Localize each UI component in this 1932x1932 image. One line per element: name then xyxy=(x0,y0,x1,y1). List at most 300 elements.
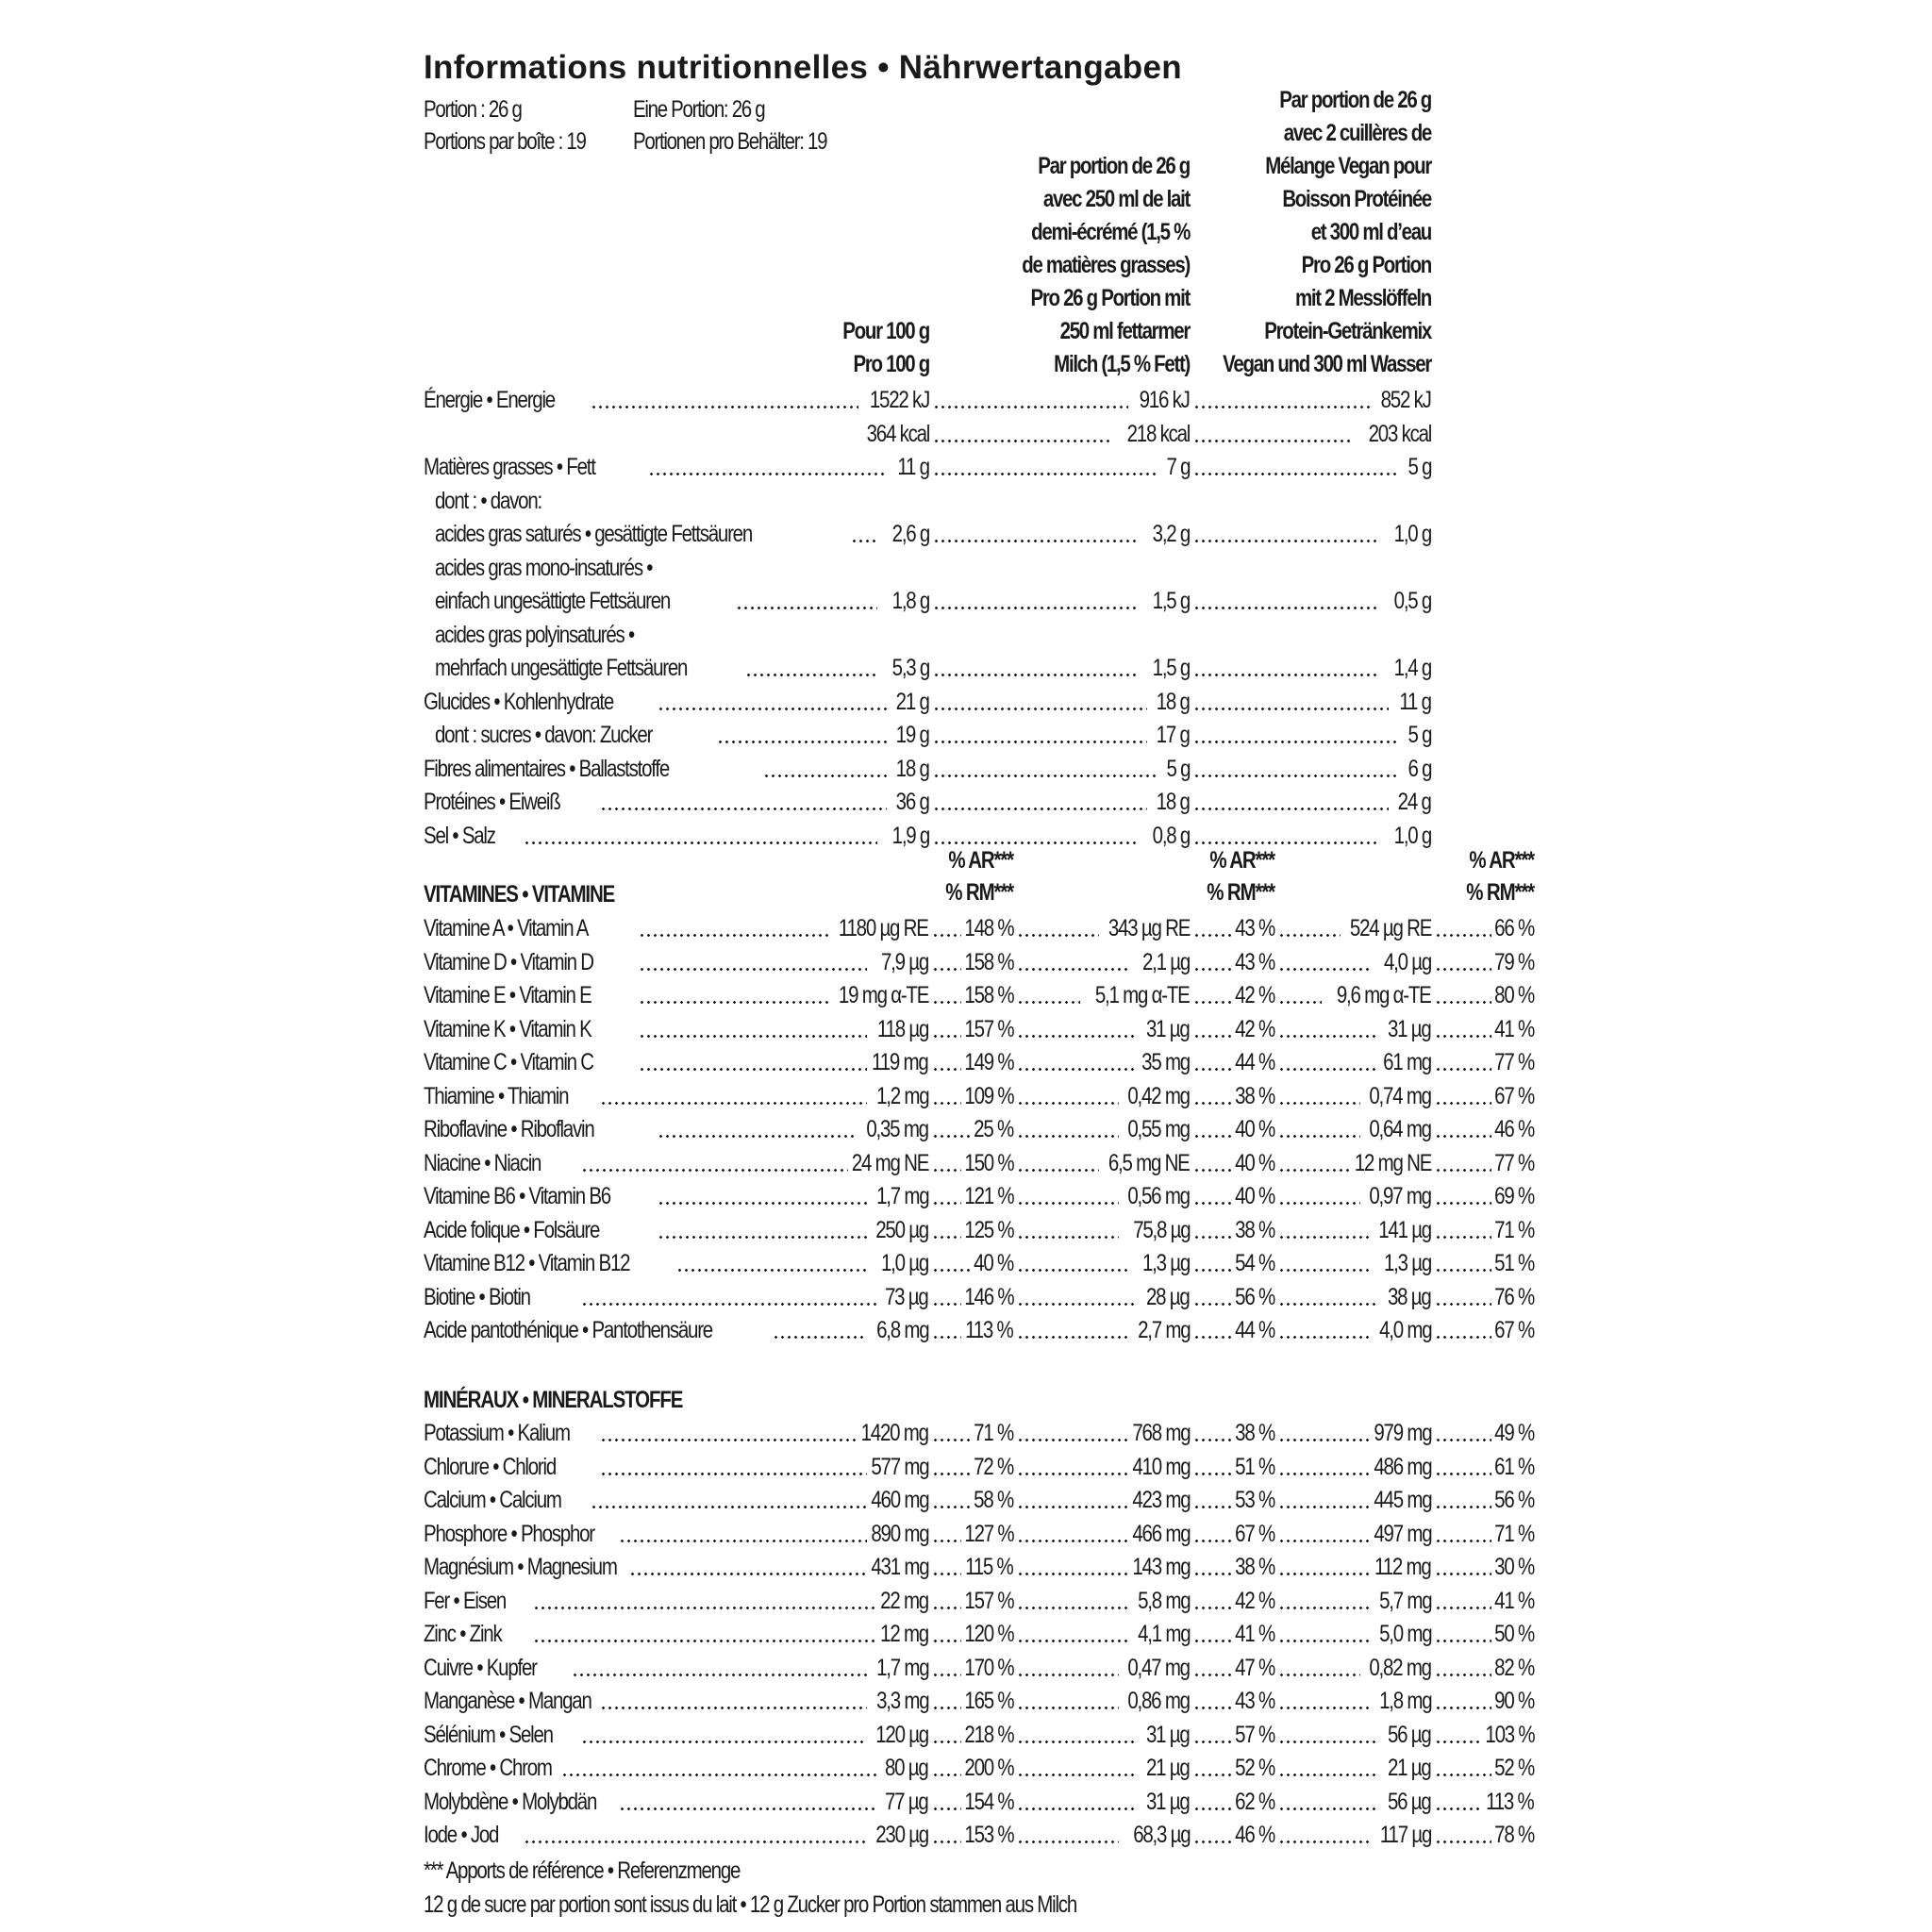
mineral-row xyxy=(424,1450,1537,1484)
vitamin-row-label: Acide folique • Folsäure xyxy=(424,1216,600,1243)
dot-leader xyxy=(1017,1607,1128,1609)
amount-milk-serving: 1,3 µg xyxy=(1141,1250,1190,1276)
dot-leader xyxy=(1278,1303,1379,1306)
amount-milk-serving: 0,42 mg xyxy=(1127,1082,1190,1109)
pct-milk-serving: 42 % xyxy=(1235,1015,1274,1042)
dot-leader xyxy=(1193,1269,1232,1272)
amount-per-100g: 118 µg xyxy=(876,1015,928,1042)
dot-leader xyxy=(1278,1001,1322,1004)
nutrient-row xyxy=(424,450,1537,484)
dot-leader xyxy=(1017,1840,1119,1843)
value-per-100g: 1522 kJ xyxy=(869,387,929,413)
dot-leader xyxy=(1435,1740,1482,1743)
dot-leader xyxy=(1435,1640,1491,1642)
amount-per-100g: 22 mg xyxy=(880,1587,928,1614)
amount-water-serving: 4,0 µg xyxy=(1383,948,1431,975)
dot-leader xyxy=(1017,1135,1119,1138)
pct-per-100g: 58 % xyxy=(974,1487,1013,1513)
value-milk-serving: 218 kcal xyxy=(1126,420,1190,447)
amount-milk-serving: 35 mg xyxy=(1141,1049,1190,1075)
dot-leader xyxy=(1435,1540,1491,1542)
dot-leader xyxy=(1278,1774,1379,1776)
nutrient-row xyxy=(424,785,1537,819)
dot-leader xyxy=(581,1303,876,1306)
dot-leader xyxy=(1193,1202,1232,1205)
amount-water-serving: 21 µg xyxy=(1388,1755,1431,1781)
amount-per-100g: 80 µg xyxy=(885,1755,928,1781)
dot-leader xyxy=(581,1740,867,1743)
dot-leader xyxy=(1278,1236,1370,1239)
pct-header-milk-line: % RM*** xyxy=(1207,879,1274,906)
dot-leader xyxy=(1278,1540,1370,1542)
dot-leader xyxy=(932,1774,961,1776)
nutrient-row xyxy=(424,618,1537,652)
amount-per-100g: 1180 µg RE xyxy=(839,915,928,941)
value-per-100g: 18 g xyxy=(896,755,929,782)
dot-leader xyxy=(1017,1640,1128,1642)
amount-water-serving: 4,0 mg xyxy=(1378,1317,1431,1343)
value-milk-serving: 3,2 g xyxy=(1152,521,1190,547)
value-milk-serving: 17 g xyxy=(1157,722,1190,748)
dot-leader xyxy=(1193,1540,1232,1542)
amount-water-serving: 9,6 mg α-TE xyxy=(1337,982,1431,1008)
amount-milk-serving: 466 mg xyxy=(1131,1520,1190,1547)
pct-water-serving: 67 % xyxy=(1494,1082,1534,1109)
vitamin-row xyxy=(424,1280,1537,1314)
amount-per-100g: 73 µg xyxy=(885,1283,928,1310)
pct-water-serving: 51 % xyxy=(1494,1250,1534,1276)
dot-leader xyxy=(1435,1202,1491,1205)
dot-leader xyxy=(1193,1640,1232,1642)
amount-milk-serving: 4,1 mg xyxy=(1137,1621,1190,1647)
dot-leader xyxy=(658,708,887,710)
amount-water-serving: 56 µg xyxy=(1388,1788,1431,1815)
dot-leader xyxy=(1193,1303,1232,1306)
amount-water-serving: 112 mg xyxy=(1374,1554,1431,1580)
dot-leader xyxy=(932,1807,961,1810)
amount-water-serving: 141 µg xyxy=(1378,1216,1431,1243)
pct-milk-serving: 40 % xyxy=(1235,1183,1274,1209)
amount-per-100g: 3,3 mg xyxy=(875,1688,928,1714)
amount-milk-serving: 31 µg xyxy=(1146,1788,1190,1815)
amount-per-100g: 1420 mg xyxy=(860,1420,928,1446)
portions-per-box-fr: Portions par boîte : 19 xyxy=(424,128,586,155)
pct-water-serving: 50 % xyxy=(1494,1621,1534,1647)
pct-header-water-line: % RM*** xyxy=(1466,879,1534,906)
value-water-serving: 5 g xyxy=(1407,722,1431,748)
nutrient-row xyxy=(424,685,1537,719)
amount-water-serving: 61 mg xyxy=(1383,1049,1431,1075)
dot-leader xyxy=(1193,1135,1232,1138)
pct-milk-serving: 38 % xyxy=(1235,1554,1274,1580)
dot-leader xyxy=(1017,1439,1128,1441)
amount-milk-serving: 21 µg xyxy=(1146,1755,1190,1781)
dot-leader xyxy=(1017,1102,1119,1105)
dot-leader xyxy=(1193,1674,1232,1676)
dot-leader xyxy=(639,968,867,971)
dot-leader xyxy=(1278,1202,1360,1205)
dot-leader xyxy=(932,1202,961,1205)
vitamin-row-label: Acide pantothénique • Pantothensäure xyxy=(424,1317,712,1343)
dot-leader xyxy=(1278,968,1370,971)
nutrient-row xyxy=(424,651,1537,685)
dot-leader xyxy=(1278,1640,1370,1642)
mineral-row xyxy=(424,1818,1537,1852)
amount-milk-serving: 5,1 mg α-TE xyxy=(1095,982,1190,1008)
mineral-row-label: Calcium • Calcium xyxy=(424,1487,561,1513)
dot-leader xyxy=(1017,1068,1138,1071)
amount-per-100g: 6,8 mg xyxy=(875,1317,928,1343)
dot-leader xyxy=(1017,1236,1119,1239)
value-water-serving: 6 g xyxy=(1407,755,1431,782)
value-per-100g: 1,8 g xyxy=(891,588,929,614)
column-header-water-serving-line: avec 2 cuillères de xyxy=(1283,120,1431,146)
nutrient-label: mehrfach ungesättigte Fettsäuren xyxy=(435,655,688,681)
pct-milk-serving: 44 % xyxy=(1235,1317,1274,1343)
mineral-row-label: Phosphore • Phosphor xyxy=(424,1520,594,1547)
dot-leader xyxy=(736,607,877,609)
mineral-row xyxy=(424,1416,1537,1450)
dot-leader xyxy=(1017,1707,1119,1709)
dot-leader xyxy=(1017,1674,1119,1676)
pct-header-water xyxy=(1379,844,1534,908)
dot-leader xyxy=(619,1540,867,1542)
pct-per-100g: 157 % xyxy=(964,1015,1013,1042)
vitamin-row xyxy=(424,1146,1537,1180)
pct-per-100g: 115 % xyxy=(965,1554,1013,1580)
amount-water-serving: 31 µg xyxy=(1388,1015,1431,1042)
amount-milk-serving: 6,5 mg NE xyxy=(1108,1149,1190,1176)
dot-leader xyxy=(629,1573,867,1575)
pct-header-per-100g xyxy=(858,844,1013,908)
dot-leader xyxy=(1278,1336,1370,1339)
dot-leader xyxy=(1017,968,1128,971)
amount-milk-serving: 2,1 µg xyxy=(1141,948,1190,975)
dot-leader xyxy=(1278,934,1341,937)
value-water-serving: 24 g xyxy=(1398,789,1431,815)
column-header-water-serving-line: et 300 ml d’eau xyxy=(1310,219,1431,245)
amount-milk-serving: 31 µg xyxy=(1146,1015,1190,1042)
vitamin-row xyxy=(424,1112,1537,1146)
amount-per-100g: 0,35 mg xyxy=(866,1116,928,1142)
dot-leader xyxy=(1017,1169,1099,1172)
value-per-100g: 364 kcal xyxy=(866,420,929,447)
dot-leader xyxy=(600,1102,867,1105)
portion-size-fr: Portion : 26 g xyxy=(424,96,522,123)
pct-milk-serving: 67 % xyxy=(1235,1520,1274,1547)
column-header-milk-serving-line: de matières grasses) xyxy=(1022,252,1190,278)
dot-leader xyxy=(1193,741,1398,743)
dot-leader xyxy=(1435,1573,1491,1575)
value-water-serving: 11 g xyxy=(1399,688,1431,715)
footnote: 12 g de sucre par portion sont issus du lait • 12 g Zucker pro Portion stammen aus Milch xyxy=(424,1891,1077,1918)
dot-leader xyxy=(1017,1473,1128,1475)
column-header-water-serving-line: Par portion de 26 g xyxy=(1279,87,1431,113)
dot-leader xyxy=(676,1269,867,1272)
pct-per-100g: 127 % xyxy=(964,1520,1013,1547)
mineral-row-label: Chlorure • Chlorid xyxy=(424,1453,556,1480)
amount-milk-serving: 2,7 mg xyxy=(1137,1317,1190,1343)
pct-milk-serving: 56 % xyxy=(1235,1283,1274,1310)
amount-milk-serving: 0,55 mg xyxy=(1127,1116,1190,1142)
dot-leader xyxy=(1435,1102,1491,1105)
dot-leader xyxy=(1435,968,1491,971)
dot-leader xyxy=(932,1506,971,1508)
pct-water-serving: 77 % xyxy=(1494,1149,1534,1176)
dot-leader xyxy=(932,1303,961,1306)
dot-leader xyxy=(533,1607,876,1609)
dot-leader xyxy=(933,607,1138,609)
column-header-water-serving-line: Protein-Getränkemix xyxy=(1264,318,1431,344)
dot-leader xyxy=(933,808,1147,810)
dot-leader xyxy=(1193,774,1398,777)
dot-leader xyxy=(763,774,887,777)
pct-milk-serving: 53 % xyxy=(1235,1487,1274,1513)
dot-leader xyxy=(1193,1001,1232,1004)
footnote: *** Apports de référence • Referenzmenge xyxy=(424,1857,741,1884)
dot-leader xyxy=(1435,1607,1491,1609)
dot-leader xyxy=(639,1035,867,1038)
amount-per-100g: 1,7 mg xyxy=(875,1654,928,1681)
vitamin-row-label: Niacine • Niacin xyxy=(424,1149,541,1176)
mineral-row-label: Sélénium • Selen xyxy=(424,1721,553,1748)
pct-water-serving: 56 % xyxy=(1494,1487,1534,1513)
dot-leader xyxy=(648,473,887,475)
dot-leader xyxy=(1435,1135,1491,1138)
pct-milk-serving: 62 % xyxy=(1235,1788,1274,1815)
amount-water-serving: 0,82 mg xyxy=(1369,1654,1431,1681)
mineral-row xyxy=(424,1684,1537,1718)
amount-milk-serving: 143 mg xyxy=(1131,1554,1190,1580)
dot-leader xyxy=(1435,1707,1491,1709)
nutrient-row xyxy=(424,484,1537,518)
amount-water-serving: 117 µg xyxy=(1379,1822,1431,1848)
dot-leader xyxy=(933,674,1138,676)
dot-leader xyxy=(1278,1674,1360,1676)
dot-leader xyxy=(745,674,877,676)
dot-leader xyxy=(1435,1035,1491,1038)
value-milk-serving: 7 g xyxy=(1166,454,1190,480)
amount-per-100g: 431 mg xyxy=(870,1554,928,1580)
column-header-water-serving-line: Vegan und 300 ml Wasser xyxy=(1223,351,1431,377)
dot-leader xyxy=(1193,1236,1232,1239)
dot-leader xyxy=(1193,1169,1232,1172)
nutrient-label: Énergie • Energie xyxy=(424,387,555,413)
pct-water-serving: 103 % xyxy=(1485,1721,1534,1748)
dot-leader xyxy=(658,1236,867,1239)
value-water-serving: 0,5 g xyxy=(1393,588,1431,614)
column-header-milk-serving-line: 250 ml fettarmer xyxy=(1059,318,1190,344)
pct-milk-serving: 38 % xyxy=(1235,1420,1274,1446)
label-title: Informations nutritionnelles • Nährwertangaben xyxy=(424,49,1182,86)
mineral-row-label: Cuivre • Kupfer xyxy=(424,1654,537,1681)
vitamin-row-label: Vitamine E • Vitamin E xyxy=(424,982,591,1008)
portions-per-box-de: Portionen pro Behälter: 19 xyxy=(633,128,827,155)
value-water-serving: 852 kJ xyxy=(1380,387,1431,413)
value-per-100g: 21 g xyxy=(896,688,929,715)
vitamin-row xyxy=(424,1012,1537,1046)
amount-water-serving: 5,7 mg xyxy=(1378,1587,1431,1614)
mineral-row-label: Iode • Jod xyxy=(424,1822,499,1848)
dot-leader xyxy=(1193,708,1389,710)
pct-water-serving: 41 % xyxy=(1494,1015,1534,1042)
dot-leader xyxy=(1278,1840,1370,1843)
nutrient-label: acides gras saturés • gesättigte Fettsäuren xyxy=(435,521,753,547)
mineral-row xyxy=(424,1751,1537,1785)
dot-leader xyxy=(1278,1439,1370,1441)
dot-leader xyxy=(932,1169,961,1172)
pct-header-water-line: % AR*** xyxy=(1469,847,1534,874)
pct-milk-serving: 57 % xyxy=(1235,1721,1274,1748)
dot-leader xyxy=(1193,1102,1232,1105)
dot-leader xyxy=(600,1707,867,1709)
pct-per-100g: 218 % xyxy=(964,1721,1013,1748)
dot-leader xyxy=(932,1740,961,1743)
amount-per-100g: 1,0 µg xyxy=(880,1250,928,1276)
mineral-row-label: Chrome • Chrom xyxy=(424,1755,552,1781)
dot-leader xyxy=(1435,1001,1491,1004)
dot-leader xyxy=(932,1269,971,1272)
nutrient-row xyxy=(424,752,1537,786)
dot-leader xyxy=(933,708,1147,710)
amount-water-serving: 0,97 mg xyxy=(1369,1183,1431,1209)
pct-water-serving: 49 % xyxy=(1494,1420,1534,1446)
dot-leader xyxy=(932,968,961,971)
dot-leader xyxy=(1435,1236,1491,1239)
dot-leader xyxy=(1278,1269,1370,1272)
dot-leader xyxy=(658,1135,858,1138)
dot-leader xyxy=(600,808,887,810)
mineral-row xyxy=(424,1584,1537,1618)
dot-leader xyxy=(1017,1540,1128,1542)
column-header-water-serving-line: Boisson Protéinée xyxy=(1282,186,1431,212)
mineral-row xyxy=(424,1617,1537,1651)
dot-leader xyxy=(851,540,877,542)
dot-leader xyxy=(591,406,858,408)
pct-milk-serving: 43 % xyxy=(1235,948,1274,975)
dot-leader xyxy=(1017,1336,1128,1339)
pct-water-serving: 82 % xyxy=(1494,1654,1534,1681)
value-per-100g: 11 g xyxy=(897,454,929,480)
dot-leader xyxy=(933,774,1157,777)
pct-water-serving: 76 % xyxy=(1494,1283,1534,1310)
amount-milk-serving: 0,56 mg xyxy=(1127,1183,1190,1209)
pct-per-100g: 25 % xyxy=(974,1116,1013,1142)
dot-leader xyxy=(619,1807,876,1810)
dot-leader xyxy=(932,1135,971,1138)
column-header-milk-serving-line: Milch (1,5 % Fett) xyxy=(1054,351,1190,377)
value-milk-serving: 1,5 g xyxy=(1152,655,1190,681)
dot-leader xyxy=(1435,1303,1491,1306)
amount-per-100g: 230 µg xyxy=(875,1822,928,1848)
amount-per-100g: 7,9 µg xyxy=(880,948,928,975)
vitamin-row-label: Vitamine B12 • Vitamin B12 xyxy=(424,1250,630,1276)
vitamin-row xyxy=(424,945,1537,979)
pct-per-100g: 125 % xyxy=(964,1216,1013,1243)
dot-leader xyxy=(1435,934,1491,937)
pct-per-100g: 170 % xyxy=(964,1654,1013,1681)
vitamin-row xyxy=(424,1213,1537,1247)
pct-water-serving: 79 % xyxy=(1494,948,1534,975)
pct-milk-serving: 43 % xyxy=(1235,1688,1274,1714)
amount-per-100g: 119 mg xyxy=(872,1049,928,1075)
amount-per-100g: 1,7 mg xyxy=(875,1183,928,1209)
nutrient-label: acides gras polyinsaturés • xyxy=(435,621,634,648)
dot-leader xyxy=(1278,1473,1370,1475)
dot-leader xyxy=(932,1707,961,1709)
vitamin-row-label: Vitamine A • Vitamin A xyxy=(424,915,589,941)
pct-per-100g: 150 % xyxy=(964,1149,1013,1176)
pct-per-100g: 157 % xyxy=(964,1587,1013,1614)
value-water-serving: 203 kcal xyxy=(1368,420,1431,447)
amount-milk-serving: 0,86 mg xyxy=(1127,1688,1190,1714)
dot-leader xyxy=(600,1439,858,1441)
value-per-100g: 2,6 g xyxy=(891,521,929,547)
pct-water-serving: 69 % xyxy=(1494,1183,1534,1209)
dot-leader xyxy=(1278,1035,1379,1038)
pct-milk-serving: 51 % xyxy=(1235,1453,1274,1480)
vitamin-row-label: Vitamine B6 • Vitamin B6 xyxy=(424,1183,610,1209)
dot-leader xyxy=(1278,1607,1370,1609)
nutrient-label: dont : sucres • davon: Zucker xyxy=(435,722,653,748)
column-header-milk-serving-line: demi-écrémé (1,5 % xyxy=(1031,219,1190,245)
pct-per-100g: 120 % xyxy=(964,1621,1013,1647)
dot-leader xyxy=(1435,1506,1491,1508)
column-header-milk-serving-line: Par portion de 26 g xyxy=(1038,153,1190,179)
dot-leader xyxy=(933,406,1128,408)
pct-milk-serving: 41 % xyxy=(1235,1621,1274,1647)
vitamin-row xyxy=(424,1179,1537,1213)
mineral-row xyxy=(424,1483,1537,1517)
column-header-per-100g-line: Pro 100 g xyxy=(853,351,929,377)
amount-per-100g: 250 µg xyxy=(875,1216,928,1243)
nutrient-row xyxy=(424,718,1537,752)
nutrient-label: Glucides • Kohlenhydrate xyxy=(424,688,614,715)
dot-leader xyxy=(1017,1202,1119,1205)
amount-water-serving: 1,8 mg xyxy=(1378,1688,1431,1714)
dot-leader xyxy=(1278,1169,1351,1172)
column-header-milk-serving-line: avec 250 ml de lait xyxy=(1042,186,1190,212)
pct-water-serving: 41 % xyxy=(1494,1587,1534,1614)
pct-header-per-100g-line: % RM*** xyxy=(945,879,1013,906)
amount-milk-serving: 343 µg RE xyxy=(1108,915,1190,941)
dot-leader xyxy=(1017,1740,1138,1743)
vitamin-row-label: Vitamine K • Vitamin K xyxy=(424,1015,591,1042)
amount-per-100g: 77 µg xyxy=(885,1788,928,1815)
pct-water-serving: 61 % xyxy=(1494,1453,1534,1480)
dot-leader xyxy=(1193,1840,1232,1843)
pct-milk-serving: 42 % xyxy=(1235,982,1274,1008)
nutrient-label: dont : • davon: xyxy=(435,487,541,514)
dot-leader xyxy=(932,1840,961,1843)
value-water-serving: 1,0 g xyxy=(1393,822,1431,849)
dot-leader xyxy=(581,1169,848,1172)
dot-leader xyxy=(1193,1473,1232,1475)
amount-water-serving: 38 µg xyxy=(1388,1283,1431,1310)
dot-leader xyxy=(932,1540,961,1542)
dot-leader xyxy=(932,1439,971,1441)
amount-milk-serving: 0,47 mg xyxy=(1127,1654,1190,1681)
value-milk-serving: 5 g xyxy=(1166,755,1190,782)
column-header-water-serving-line: Mélange Vegan pour xyxy=(1265,153,1431,179)
amount-milk-serving: 75,8 µg xyxy=(1132,1216,1190,1243)
nutrient-row xyxy=(424,517,1537,551)
pct-per-100g: 165 % xyxy=(964,1688,1013,1714)
dot-leader xyxy=(1278,1068,1379,1071)
amount-water-serving: 497 mg xyxy=(1373,1520,1431,1547)
dot-leader xyxy=(524,1840,867,1843)
value-water-serving: 1,0 g xyxy=(1393,521,1431,547)
